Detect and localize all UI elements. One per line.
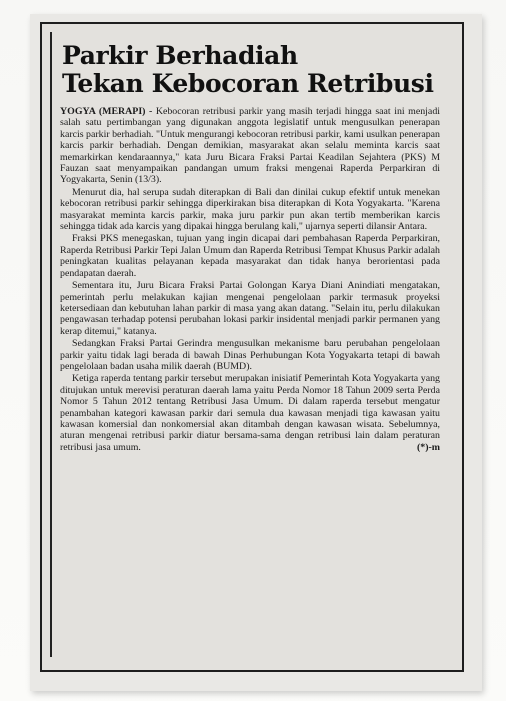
paragraph-3: Fraksi PKS menegaskan, tujuan yang ingin dicapai dari pembahasan Raperda Perparkiran, Raperda Retribusi Parkir Tepi Jalan Umum dan Raperda Retribusi Tempat Khusus Parkir adalah peningkatan kualitas pelayanan kepada masyarakat dan tidak hanya berorientasi pada pendapatan daerah. bbox=[60, 233, 440, 279]
headline-line-2: Tekan Kebocoran Retribusi bbox=[62, 69, 434, 98]
paragraph-6: Ketiga raperda tentang parkir tersebut merupakan inisiatif Pemerintah Kota Yogyakarta yang ditujukan untuk merevisi peraturan daerah lama yaitu Perda Nomor 18 Tahun 2009 serta Perda Nomor 5 Tahun 2012 tentang Retribusi Jasa Umum. Di dalam raperda tersebut mengatur penambahan kategori kawasan parkir dari semula dua kawasan menjadi tiga kawasan yaitu kawasan komersial dan nonkomersial akan ditambah dengan kawasan wisata. Sebelumnya, aturan mengenai retribusi parkir diatur bersama-sama dengan retribusi lain dalam peraturan retribusi jasa umum. bbox=[60, 373, 440, 453]
article-body bbox=[60, 106, 440, 454]
paragraph-5: Sedangkan Fraksi Partai Gerindra mengusulkan mekanisme baru perubahan pengelolaan parkir yaitu tidak lagi berada di bawah Dinas Perhubungan Kota Yogyakarta tetapi di bawah pengelolaan badan usaha milik daerah (BUMD). bbox=[60, 338, 440, 372]
paragraph-1 bbox=[60, 106, 440, 186]
paragraph-1-text: Kebocoran retribusi parkir yang masih terjadi hingga saat ini menjadi salah satu pertimbangan yang digunakan anggota legislatif untuk mengusulkan penerapan karcis parkir berhadiah. "Untuk mengurangi kebocoran retribusi parkir, kami usulkan penerapan karcis parkir berhadiah. Dengan demikian, masyarakat akan selalu meminta karcis saat memarkirkan kendaraannya," kata Juru Bicara Fraksi Partai Keadilan Sejahtera (PKS) M Fauzan saat menyampaikan pandangan umum fraksi mengenai Raperda Perparkiran di Yogyakarta, Senin (13/3). bbox=[60, 106, 440, 186]
paragraph-4: Sementara itu, Juru Bicara Fraksi Partai Golongan Karya Diani Anindiati mengatakan, pemerintah perlu melakukan kajian mengenai pengelolaan parkir termasuk proyeksi ketersediaan dan kebutuhan lahan parkir di masa yang akan datang. "Selain itu, perlu dilakukan pengawasan terhadap potensi perubahan lokasi parkir insidental menjadi parkir permanen yang kerap ditemui," katanya. bbox=[60, 280, 440, 337]
headline-line-1: Parkir Berhadiah bbox=[62, 41, 298, 70]
paragraph-2: Menurut dia, hal serupa sudah diterapkan di Bali dan dinilai cukup efektif untuk menekan kebocoran retribusi parkir sehingga diperkirakan bisa diterapkan di Kota Yogyakarta. "Karena masyarakat meminta karcis parkir, maka juru parkir pun akan tertib memberikan karcis sehingga tidak ada karcis yang dipakai hingga berulang kali," ujarnya seperti dilansir Antara. bbox=[60, 186, 440, 233]
news-clipping bbox=[40, 22, 464, 672]
dateline: YOGYA (MERAPI) - bbox=[60, 106, 153, 117]
headline bbox=[62, 42, 457, 98]
signature: (*)-m bbox=[416, 442, 440, 454]
column-rule bbox=[50, 32, 52, 657]
